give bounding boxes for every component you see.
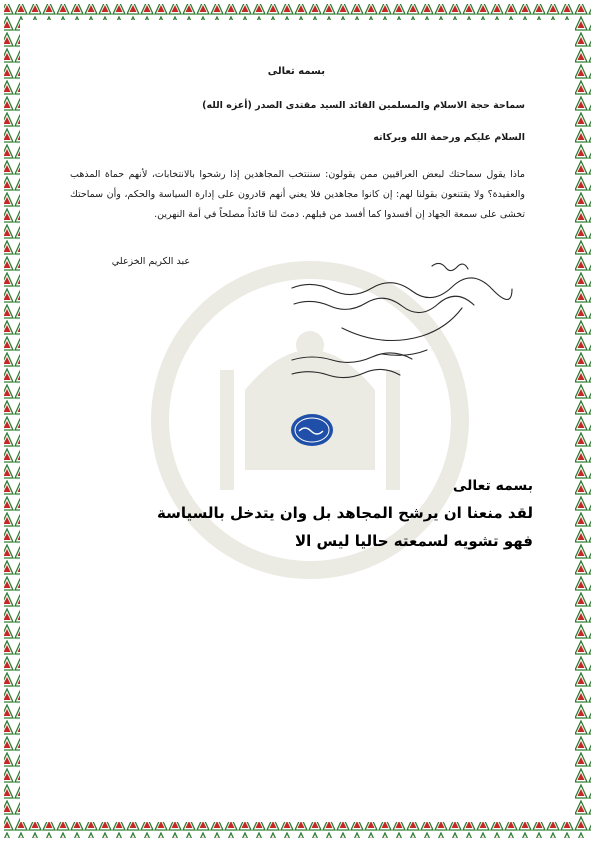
reply-line-3: فهو تشويه لسمعته حاليا ليس الا	[294, 532, 533, 550]
reply-line-1: بسمه تعالى	[452, 478, 533, 494]
reply-line-2: لقد منعنا ان يرشح المجاهد بل وان يتدخل بالسياسة	[157, 504, 533, 522]
letter-greeting: السلام عليكم ورحمة الله وبركاته	[373, 132, 525, 143]
seal-stamp	[289, 412, 335, 448]
letter-addressee: سماحة حجة الاسلام والمسلمين القائد السيد مقتدى الصدر (أعزه الله)	[202, 100, 525, 111]
handwritten-reply	[272, 258, 532, 398]
letter-body: ماذا يقول سماحتك لبعض العراقيين ممن يقولون: سننتخب المجاهدين إذا رشحوا بالانتخابات، لأنهم حماة المذهب والعقيدة؟ ولا يقتنعون بقولنا لهم: إن كانوا مجاهدين فلا يعني أنهم قادرون على إدارة السياسة والحكم، وأن سماحتك تخشى على سمعة الجهاد إن أفسدوا كما أفسد من قبلهم. دمتَ لنا قائداً مصلحاً في أمة النهرين.	[70, 169, 525, 220]
letter-signer: عبد الكريم الخزعلي	[111, 256, 190, 267]
letter-title: بسمه تعالى	[267, 66, 325, 77]
